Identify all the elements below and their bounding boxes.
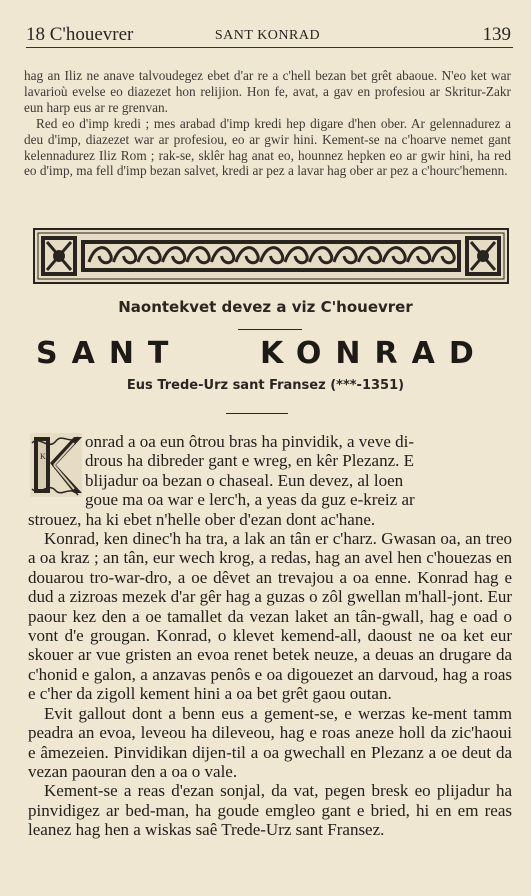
banner-corner-right bbox=[465, 236, 501, 276]
section-subtitle: Naontekvet devez a viz C'houevrer bbox=[118, 298, 413, 316]
body-paragraph-3: Evit gallout dont a benn eus a gement-se, e werzas ke-ment tamm peadra an evoa, leveou ha dileveou, hag e roas aneze holl da zic'haoui e âmezeien. Pinvidikan dijen-til a oa gwechall en Plezanz a oe deut da vezan paouran den a oa o vale. bbox=[28, 703, 512, 781]
section-dates: Eus Trede-Urz sant Fransez (***-1351) bbox=[126, 378, 405, 393]
dates-rule bbox=[226, 413, 288, 414]
first-paragraph-wrapped-lines bbox=[28, 432, 512, 510]
subtitle-rule bbox=[238, 329, 302, 330]
closing-text-block bbox=[24, 68, 511, 179]
running-header bbox=[22, 24, 513, 46]
body-paragraph-4: Kement-se a reas d'ezan sonjal, da vat, pegen bresk eo plijadur ha pinvidigez ar bed-man, ha goude emgleo gant e bried, hi en em reas leanez hag hen a wiskas saê Trede-Urz sant Fransez. bbox=[28, 781, 512, 840]
body-paragraph-2: Konrad, ken dinec'h ha tra, a lak an tân er c'harz. Gwasan oa, an treo a oa kraz ; an tân, eur wech krog, a redas, hag an avel hen c'houezas en douarou tro-war-dro, a oe dêvet an trevajou a oa enne. Konrad hag e dud a zizroas mezek d'ar gêr hag a guzas o zôl gwellan m'hall-jont. Eur paour kez den a oe tamallet da vezan laket an tân-gwall, hag e oad o vont d'e grougan. Konrad, o klevet kemend-all, daoust ne oa ket eur skouer ar vue gristen an evoa renet betek neuze, a deuas an drugare da c'honid e galon, a anzavas penôs e oa digouezet an darvoud, hag a roas e c'her da zigoll kement hini a oa bet grêt gaou outan. bbox=[28, 529, 512, 704]
header-date: 18 C'houevrer bbox=[26, 24, 134, 45]
header-title: SANT KONRAD bbox=[214, 28, 321, 43]
header-rule bbox=[26, 47, 513, 48]
first-line-2: drous ha dibreder gant e wreg, en kêr Plezanz. E bbox=[85, 451, 415, 471]
closing-paragraph-2: Red eo d'imp kredi ; mes arabad d'imp kredi hep digare d'hen ober. Ar gelennadurez a deu d'imp, diazezet war ar profesiou, eo ar gwir hini. Kement-se na c'hoarve nemet gant kelennadurez Iliz Rom ; rak-se, sklêr hag anat eo, hounnez hepken eo ar gwir hini, ha red eo d'imp, ma fell d'imp bezan salvet, kredi ar pez a lavar hag ober ar pez a c'hourc'hemenn. bbox=[24, 115, 511, 179]
first-line-4: goue ma oa war e lerc'h, a yeas da guz e-kreiz ar bbox=[85, 490, 415, 510]
first-paragraph-end: strouez, ha ki ebet n'helle ober d'ezan dont ac'hane. bbox=[28, 509, 376, 529]
title-word-1: SANT bbox=[36, 336, 183, 371]
page-number: 139 bbox=[482, 24, 511, 45]
title-word-2: KONRAD bbox=[260, 336, 488, 371]
banner-corner-left bbox=[41, 236, 77, 276]
ornamental-banner bbox=[33, 228, 509, 284]
first-line-1: onrad a oa eun ôtrou bras ha pinvidik, a veve di- bbox=[85, 432, 415, 451]
closing-paragraph-1: hag an Iliz ne anave talvoudegez ebet d'ar re a c'hell bezan bet grêt abaoue. N'eo ket war lavarioù evelse eo diazezet hon relijion. Hon fe, avat, a gav en profesiou ar Skritur-Zakr eun harp eus ar re grenvan. bbox=[24, 68, 511, 115]
article-body bbox=[28, 432, 512, 840]
drop-cap-letter: K bbox=[40, 452, 46, 461]
first-line-3: blijadur oa bezan o chaseal. Eun devez, al loen bbox=[85, 470, 404, 490]
